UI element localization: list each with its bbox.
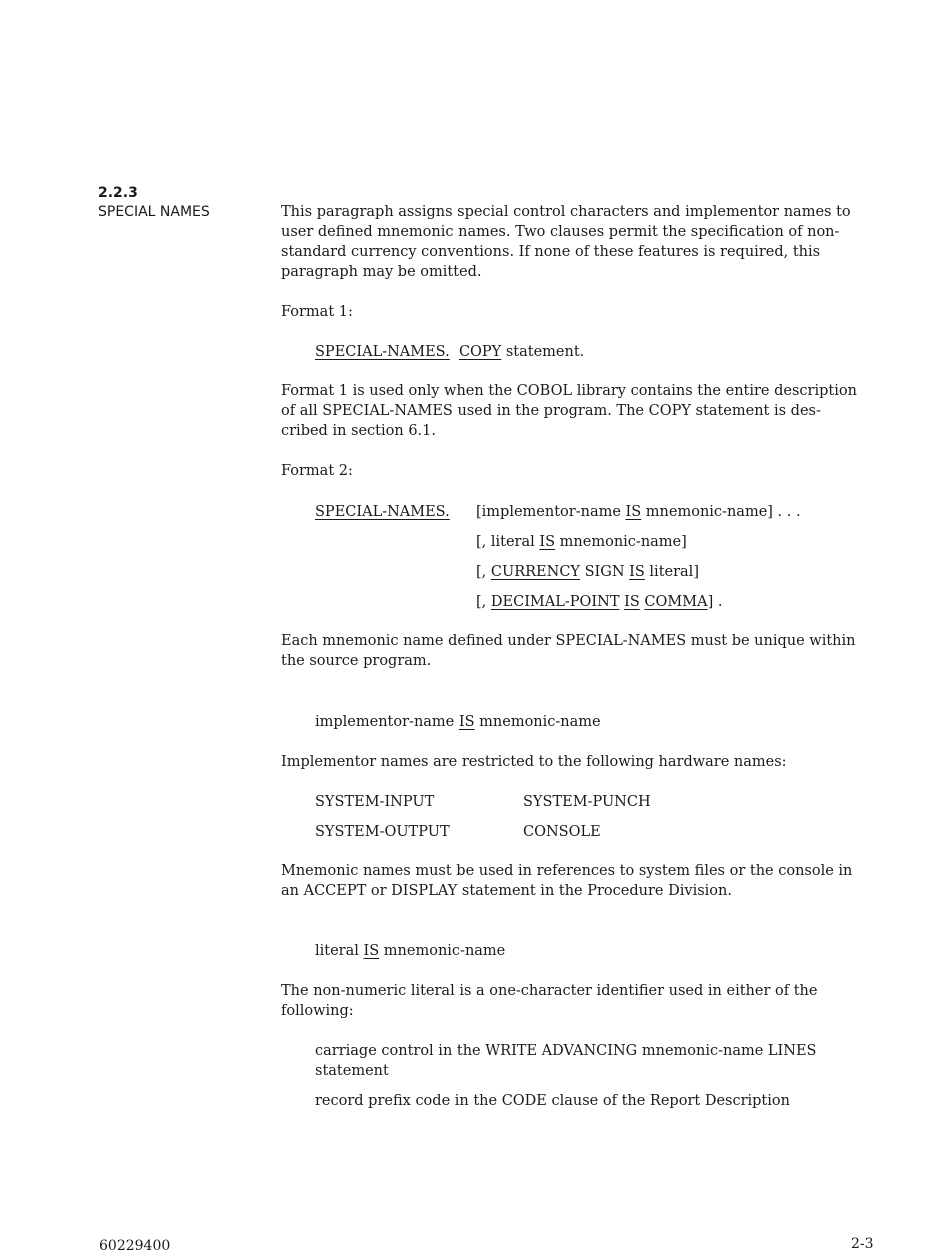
syntax-text: mnemonic-name bbox=[379, 943, 506, 959]
is-keyword: IS bbox=[363, 943, 380, 959]
text-line: statement bbox=[315, 1063, 389, 1079]
hardware-name: SYSTEM-PUNCH bbox=[523, 794, 651, 810]
implementor-description: Implementor names are restricted to the following hardware names: bbox=[281, 754, 787, 770]
text-line: an ACCEPT or DISPLAY statement in the Procedure Division. bbox=[281, 883, 732, 899]
use-item: record prefix code in the CODE clause of the Report Description bbox=[315, 1093, 790, 1109]
decimal-point-keyword: DECIMAL-POINT bbox=[490, 594, 620, 610]
section-number: 2.2.3 bbox=[98, 185, 138, 201]
format1-description bbox=[281, 381, 901, 441]
mnemonic-description bbox=[281, 861, 901, 901]
section-title: SPECIAL NAMES bbox=[98, 204, 210, 220]
use-item bbox=[315, 1041, 895, 1081]
syntax-text: statement. bbox=[501, 344, 585, 360]
format2-keyword bbox=[315, 502, 450, 522]
format1-label: Format 1: bbox=[281, 304, 353, 320]
syntax-text: mnemonic-name bbox=[474, 714, 601, 730]
syntax-text: mnemonic-name] bbox=[555, 534, 687, 550]
format2-line-2 bbox=[476, 532, 687, 552]
copy-keyword: COPY bbox=[458, 344, 502, 360]
syntax-text: literal] bbox=[644, 564, 699, 580]
currency-keyword: CURRENCY bbox=[490, 564, 580, 580]
syntax-text: [implementor-name bbox=[476, 504, 626, 520]
is-keyword: IS bbox=[625, 504, 642, 520]
format2-line-3 bbox=[476, 562, 699, 582]
literal-clause bbox=[315, 941, 505, 961]
text-line: Mnemonic names must be used in references to system files or the console in bbox=[281, 863, 853, 879]
is-keyword: IS bbox=[624, 594, 640, 610]
text-line: This paragraph assigns special control characters and implementor names to bbox=[281, 204, 851, 220]
text-line: carriage control in the WRITE ADVANCING mnemonic-name LINES bbox=[315, 1043, 817, 1059]
syntax-text: [, literal bbox=[476, 534, 540, 550]
unique-description bbox=[281, 631, 901, 671]
intro-paragraph bbox=[281, 202, 901, 282]
special-names-keyword: SPECIAL-NAMES. bbox=[315, 504, 450, 520]
format1-syntax bbox=[315, 342, 584, 362]
literal-description bbox=[281, 981, 901, 1021]
text-line: the source program. bbox=[281, 653, 432, 669]
syntax-text: [, bbox=[476, 564, 491, 580]
format2-line-4 bbox=[476, 592, 722, 612]
hardware-name: SYSTEM-OUTPUT bbox=[315, 824, 450, 840]
syntax-text: mnemonic-name] . . . bbox=[641, 504, 801, 520]
comma-keyword: COMMA bbox=[644, 594, 708, 610]
document-number: 60229400 bbox=[99, 1238, 171, 1254]
text-line: cribed in section 6.1. bbox=[281, 423, 436, 439]
text-line: The non-numeric literal is a one-character identifier used in either of the bbox=[281, 983, 818, 999]
text-line: Format 1 is used only when the COBOL library contains the entire description bbox=[281, 383, 857, 399]
format2-label: Format 2: bbox=[281, 463, 353, 479]
is-keyword: IS bbox=[629, 564, 645, 580]
page-number: 2-3 bbox=[851, 1236, 874, 1252]
text-line: Each mnemonic name defined under SPECIAL-NAMES must be unique within bbox=[281, 633, 856, 649]
is-keyword: IS bbox=[458, 714, 475, 730]
text-line: standard currency conventions. If none of these features is required, this bbox=[281, 244, 821, 260]
hardware-name: CONSOLE bbox=[523, 824, 601, 840]
text-line: user defined mnemonic names. Two clauses permit the specification of non- bbox=[281, 224, 840, 240]
syntax-text: literal bbox=[315, 943, 364, 959]
syntax-text: ] . bbox=[707, 594, 723, 610]
implementor-clause bbox=[315, 712, 601, 732]
text-line: of all SPECIAL-NAMES used in the program. The COPY statement is des- bbox=[281, 403, 821, 419]
syntax-text: [, bbox=[476, 594, 491, 610]
text-line: following: bbox=[281, 1003, 354, 1019]
is-keyword: IS bbox=[539, 534, 556, 550]
hardware-name: SYSTEM-INPUT bbox=[315, 794, 435, 810]
text-line: paragraph may be omitted. bbox=[281, 264, 482, 280]
special-names-keyword: SPECIAL-NAMES. bbox=[315, 344, 450, 360]
syntax-text: implementor-name bbox=[315, 714, 459, 730]
syntax-text: SIGN bbox=[579, 564, 630, 580]
format2-line-1 bbox=[476, 502, 801, 522]
